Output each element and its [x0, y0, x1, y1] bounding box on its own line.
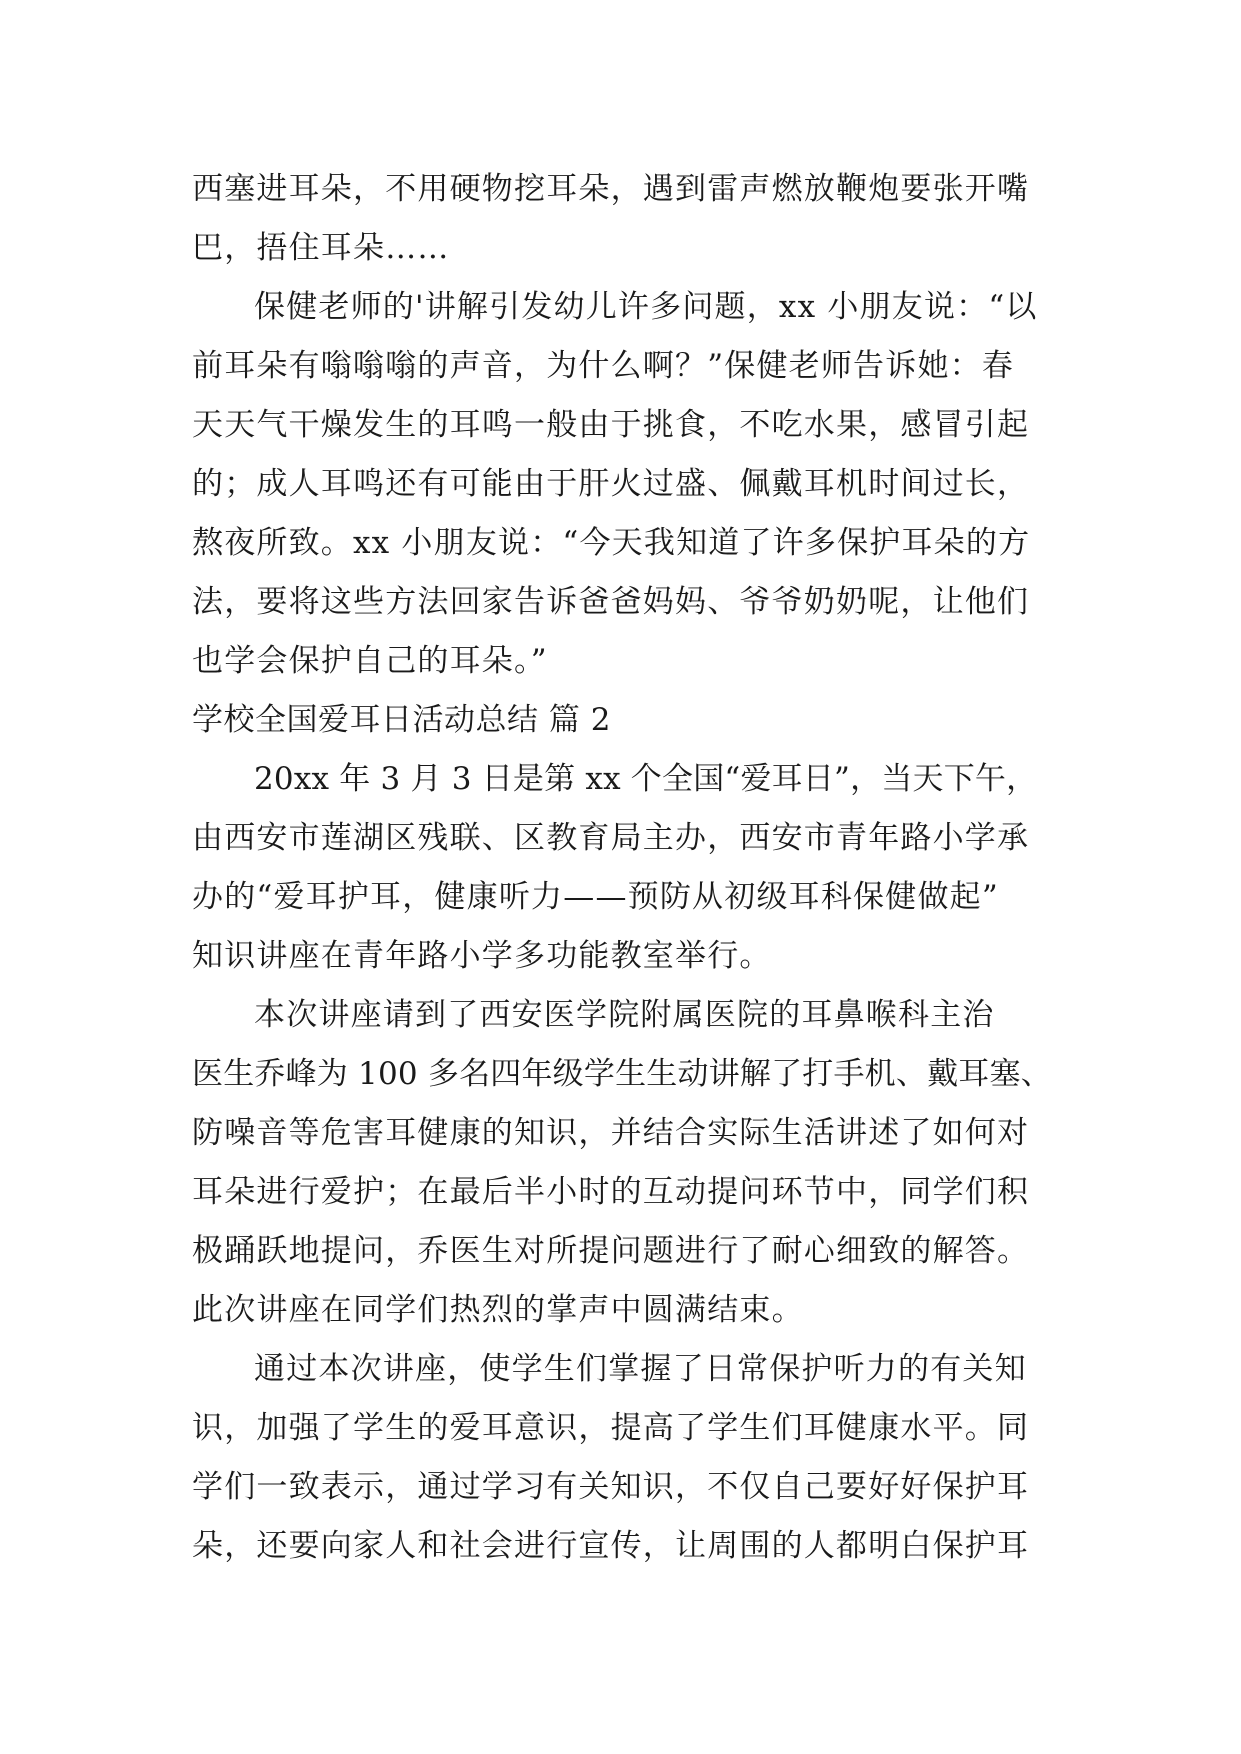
text-line: 的；成人耳鸣还有可能由于肝火过盛、佩戴耳机时间过长， — [192, 466, 1030, 502]
section-heading: 学校全国爱耳日活动总结 篇 2 — [192, 702, 611, 738]
text-line: 办的“爱耳护耳，健康听力——预防从初级耳科保健做起” — [192, 879, 999, 915]
text-line: 西塞进耳朵，不用硬物挖耳朵，遇到雷声燃放鞭炮要张开嘴 — [192, 171, 1030, 207]
text-line: 巴，捂住耳朵…… — [192, 230, 450, 266]
text-line: 防噪音等危害耳健康的知识，并结合实际生活讲述了如何对 — [192, 1115, 1030, 1151]
text-line: 由西安市莲湖区残联、区教育局主办，西安市青年路小学承 — [192, 820, 1030, 856]
text-line: 极踊跃地提问，乔医生对所提问题进行了耐心细致的解答。 — [192, 1233, 1030, 1269]
text-line: 识，加强了学生的爱耳意识，提高了学生们耳健康水平。同 — [192, 1410, 1030, 1446]
text-line: 朵，还要向家人和社会进行宣传，让周围的人都明白保护耳 — [192, 1528, 1030, 1564]
text-line: 法，要将这些方法回家告诉爸爸妈妈、爷爷奶奶呢，让他们 — [192, 584, 1030, 620]
text-line: 医生乔峰为 100 多名四年级学生生动讲解了打手机、戴耳塞、 — [192, 1056, 1052, 1092]
text-line: 知识讲座在青年路小学多功能教室举行。 — [192, 938, 772, 974]
document-page — [192, 160, 1052, 1576]
text-line: 此次讲座在同学们热烈的掌声中圆满结束。 — [192, 1292, 804, 1328]
text-line: 天天气干燥发生的耳鸣一般由于挑食，不吃水果，感冒引起 — [192, 407, 1030, 443]
paragraph-start-line: 本次讲座请到了西安医学院附属医院的耳鼻喉科主治 — [254, 997, 995, 1033]
text-line: 熬夜所致。xx 小朋友说：“今天我知道了许多保护耳朵的方 — [192, 525, 1031, 561]
paragraph-start-line: 20xx 年 3 月 3 日是第 xx 个全国“爱耳日”，当天下午， — [254, 761, 1038, 797]
text-line: 也学会保护自己的耳朵。” — [192, 643, 548, 679]
text-line: 前耳朵有嗡嗡嗡的声音，为什么啊？”保健老师告诉她：春 — [192, 348, 1015, 384]
text-line: 耳朵进行爱护；在最后半小时的互动提问环节中，同学们积 — [192, 1174, 1030, 1210]
paragraph-start-line: 保健老师的'讲解引发幼儿许多问题，xx 小朋友说：“以 — [254, 289, 1038, 325]
paragraph-start-line: 通过本次讲座，使学生们掌握了日常保护听力的有关知 — [254, 1351, 1027, 1387]
text-line: 学们一致表示，通过学习有关知识，不仅自己要好好保护耳 — [192, 1469, 1030, 1505]
